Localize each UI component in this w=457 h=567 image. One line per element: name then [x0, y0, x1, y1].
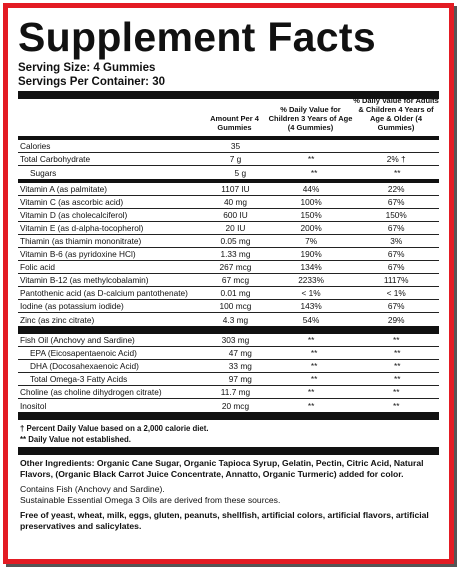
dv-adults: ** — [393, 167, 401, 178]
dv-children: 190% — [300, 249, 322, 259]
nutrient-row — [18, 261, 439, 274]
dv-children: 54% — [302, 314, 320, 325]
dv-adults: ** — [393, 348, 401, 358]
nutrient-amount: 100 mcg — [219, 301, 252, 311]
nutrient-row — [18, 313, 439, 326]
dv-adults: ** — [392, 400, 400, 411]
nutrient-row — [18, 300, 439, 313]
nutrient-amount: 600 IU — [223, 210, 248, 220]
dv-adults: 67% — [387, 223, 405, 233]
vitamin-mineral-rows — [18, 183, 439, 326]
dv-children: 143% — [300, 301, 322, 311]
nutrient-name: Folic acid — [20, 262, 56, 272]
nutrient-amount: 5 g — [234, 167, 247, 178]
nutrient-amount: 303 mg — [221, 335, 250, 345]
footnotes — [18, 420, 439, 447]
dv-children: < 1% — [301, 288, 321, 298]
dv-children: 7% — [305, 236, 318, 246]
dv-adults: 67% — [387, 301, 405, 311]
nutrient-amount: 20 mcg — [221, 400, 250, 411]
nutrient-amount: 20 IU — [225, 223, 246, 233]
contains-allergen: Contains Fish (Anchovy and Sardine). — [20, 484, 165, 494]
nutrient-name: Choline (as choline dihydrogen citrate) — [20, 387, 162, 397]
nutrient-row — [18, 183, 439, 196]
dv-children: 150% — [300, 210, 322, 220]
dv-adults: < 1% — [386, 288, 406, 298]
nutrient-amount: 33 mg — [228, 361, 252, 371]
dv-adults: 2% † — [386, 154, 406, 164]
nutrient-name: EPA (Eicosapentaenoic Acid) — [30, 348, 137, 358]
nutrient-amount: 67 mcg — [221, 275, 250, 285]
nutrient-amount: 97 mg — [228, 374, 252, 384]
nutrient-name: Inositol — [20, 400, 47, 411]
ingredients-block — [18, 455, 439, 532]
footnote-rule — [18, 447, 439, 455]
servings-per-container: Servings Per Container: 30 — [18, 76, 165, 88]
nutrient-name: Fish Oil (Anchovy and Sardine) — [20, 335, 135, 345]
panel-content — [18, 13, 439, 536]
macro-rows — [18, 140, 439, 179]
nutrient-row — [18, 166, 439, 179]
nutrient-amount: 267 mcg — [219, 262, 252, 272]
nutrient-row — [18, 248, 439, 261]
nutrient-name: Thiamin (as thiamin mononitrate) — [20, 236, 142, 246]
nutrient-name: DHA (Docosahexaenoic Acid) — [30, 361, 139, 371]
nutrient-amount: 7 g — [229, 154, 242, 164]
nutrient-name: Iodine (as potassium iodide) — [20, 301, 124, 311]
nutrient-row — [18, 373, 439, 386]
header-dv-children: % Daily Value for Children 3 Years of Age (4 Gummies) — [268, 105, 353, 132]
nutrient-name: Vitamin A (as palmitate) — [20, 184, 108, 194]
nutrient-name: Total Omega-3 Fatty Acids — [30, 374, 128, 384]
nutrient-row — [18, 399, 439, 412]
nutrient-row — [18, 347, 439, 360]
nutrient-amount: 0.05 mg — [220, 236, 251, 246]
serving-size: Serving Size: 4 Gummies — [18, 62, 156, 74]
dv-children: 200% — [300, 223, 322, 233]
nutrient-row — [18, 274, 439, 287]
panel-title: Supplement Facts — [18, 14, 376, 60]
nutrient-name: Vitamin D (as cholecalciferol) — [20, 210, 128, 220]
nutrient-name: Vitamin B-12 (as methylcobalamin) — [20, 275, 149, 285]
nutrient-row — [18, 196, 439, 209]
dv-children: 2233% — [298, 275, 325, 285]
other-nutrient-rows — [18, 334, 439, 412]
dv-children: ** — [307, 387, 315, 397]
dv-adults: ** — [392, 387, 400, 397]
nutrient-row — [18, 287, 439, 300]
dv-adults: 150% — [385, 210, 407, 220]
dv-adults: ** — [393, 374, 401, 384]
nutrient-row — [18, 334, 439, 347]
dv-children: ** — [310, 348, 318, 358]
dv-children: ** — [307, 335, 315, 345]
free-of-statement: Free of yeast, wheat, milk, eggs, gluten, peanuts, shellfish, artificial colors, artificial flavors, artificial preservatives and salicylates. — [20, 510, 429, 531]
nutrient-row — [18, 235, 439, 248]
dv-adults: 29% — [387, 314, 405, 325]
dv-adults: 67% — [387, 249, 405, 259]
nutrient-name: Zinc (as zinc citrate) — [20, 314, 95, 325]
nutrient-amount: 1107 IU — [221, 184, 250, 194]
nutrient-name: Vitamin C (as ascorbic acid) — [20, 197, 124, 207]
nutrient-row — [18, 386, 439, 399]
supplement-facts-panel — [3, 3, 454, 564]
dv-adults: 3% — [390, 236, 403, 246]
nutrient-amount: 4.3 mg — [222, 314, 249, 325]
nutrient-amount: 0.01 mg — [220, 288, 251, 298]
nutrient-name: Sugars — [30, 167, 57, 178]
dv-adults: ** — [392, 335, 400, 345]
nutrient-amount: 11.7 mg — [220, 387, 251, 397]
dv-children: 134% — [300, 262, 322, 272]
nutrient-name: Vitamin B-6 (as pyridoxine HCl) — [20, 249, 136, 259]
dv-adults: 1117% — [383, 275, 409, 285]
footnote-calorie: † Percent Daily Value based on a 2,000 calorie diet. — [20, 424, 209, 433]
dv-adults: 67% — [387, 262, 405, 272]
dv-children: 44% — [302, 184, 320, 194]
dv-adults: ** — [393, 361, 401, 371]
dv-children: ** — [307, 154, 315, 164]
nutrient-name: Calories — [20, 141, 51, 151]
nutrient-row — [18, 153, 439, 166]
nutrient-amount: 1.33 mg — [220, 249, 251, 259]
nutrient-row — [18, 209, 439, 222]
omega-source: Sustainable Essential Omega 3 Oils are derived from these sources. — [20, 495, 281, 505]
dv-children: ** — [307, 400, 315, 411]
header-dv-adults: % Daily Value for Adults & Children 4 Years of Age & Older (4 Gummies) — [353, 96, 439, 132]
dv-children: ** — [310, 374, 318, 384]
footnote-dv: ** Daily Value not established. — [20, 435, 131, 444]
nutrient-row — [18, 360, 439, 373]
dv-children: ** — [310, 167, 318, 178]
table-end-rule — [18, 412, 439, 420]
nutrient-amount: 47 mg — [228, 348, 252, 358]
nutrient-row — [18, 140, 439, 153]
dv-children: ** — [310, 361, 318, 371]
column-header-row — [18, 96, 439, 136]
nutrient-row — [18, 222, 439, 235]
nutrient-name: Total Carbohydrate — [20, 154, 91, 164]
nutrient-amount: 40 mg — [223, 197, 247, 207]
nutrient-name: Pantothenic acid (as D-calcium pantothenate) — [20, 288, 188, 298]
dv-adults: 22% — [387, 184, 405, 194]
section-rule-thick — [18, 326, 439, 334]
nutrient-name: Vitamin E (as d-alpha-tocopherol) — [20, 223, 144, 233]
other-ingredients: Other Ingredients: Organic Cane Sugar, Organic Tapioca Syrup, Gelatin, Pectin, Citric Acid, Natural Flavors, (Organic Black Carrot Juice Concentrate, Annatto, Organic Turmeric) added for color. — [20, 458, 424, 479]
dv-adults: 67% — [387, 197, 405, 207]
dv-children: 100% — [300, 197, 322, 207]
nutrient-amount: 35 — [230, 141, 241, 151]
header-amount: Amount Per 4 Gummies — [210, 114, 259, 132]
